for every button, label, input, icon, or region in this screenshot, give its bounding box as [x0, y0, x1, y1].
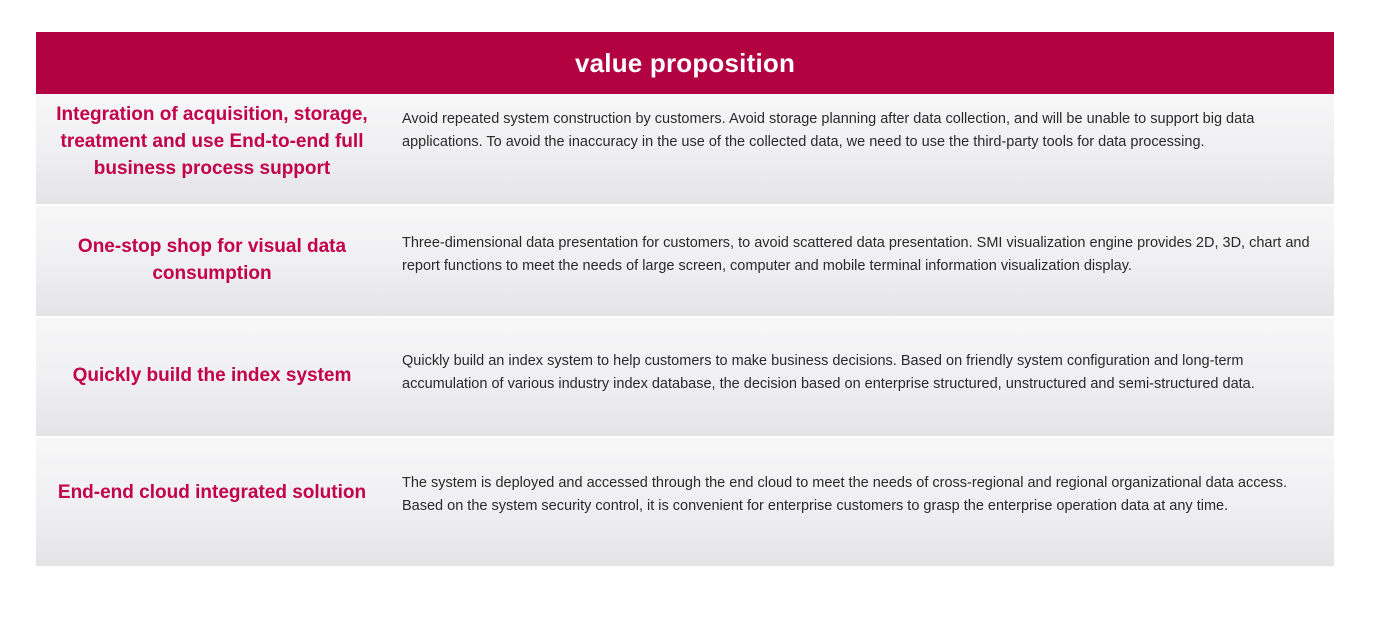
row-title-cell	[36, 206, 388, 316]
table-header	[36, 32, 1334, 94]
row-description-cell	[388, 206, 1334, 295]
row-description-text: Quickly build an index system to help customers to make business decisions. Based on friendly system configuration and long-term accumulation of various industry index database, the decision based on enterprise structured, unstructured and semi-structured data.	[402, 353, 1255, 393]
table-row	[36, 438, 1334, 568]
table-row	[36, 318, 1334, 438]
page-title: value proposition	[574, 47, 796, 78]
row-title-text: One-stop shop for visual data consumption	[77, 236, 347, 284]
value-proposition-table	[36, 32, 1334, 568]
row-title-text: End-end cloud integrated solution	[57, 482, 367, 503]
row-title-text: Quickly build the index system	[72, 364, 352, 386]
row-description-text: Three-dimensional data presentation for customers, to avoid scattered data presentation. SMI visualization engine provides 2D, 3D, chart and report functions to meet the needs of large screen, computer and mobile terminal information visualization display.	[402, 235, 1310, 275]
row-title-cell	[36, 438, 388, 566]
row-title-cell	[36, 318, 388, 436]
row-description-cell	[388, 94, 1334, 171]
row-description-text: The system is deployed and accessed through the end cloud to meet the needs of cross-regional and regional organizational data access. Based on the system security control, it is convenient for enterprise customers to grasp the enterprise operation data at any time.	[402, 475, 1288, 515]
row-title-cell	[36, 94, 388, 204]
table-row	[36, 94, 1334, 206]
row-title-text: Integration of acquisition, storage, treatment and use End-to-end full business process support	[56, 104, 368, 179]
table-row	[36, 206, 1334, 318]
row-description-text: Avoid repeated system construction by customers. Avoid storage planning after data collection, and will be unable to support big data applications. To avoid the inaccuracy in the use of the collected data, we need to use the third-party tools for data processing.	[402, 111, 1255, 151]
row-description-cell	[388, 318, 1334, 413]
row-description-cell	[388, 438, 1334, 535]
